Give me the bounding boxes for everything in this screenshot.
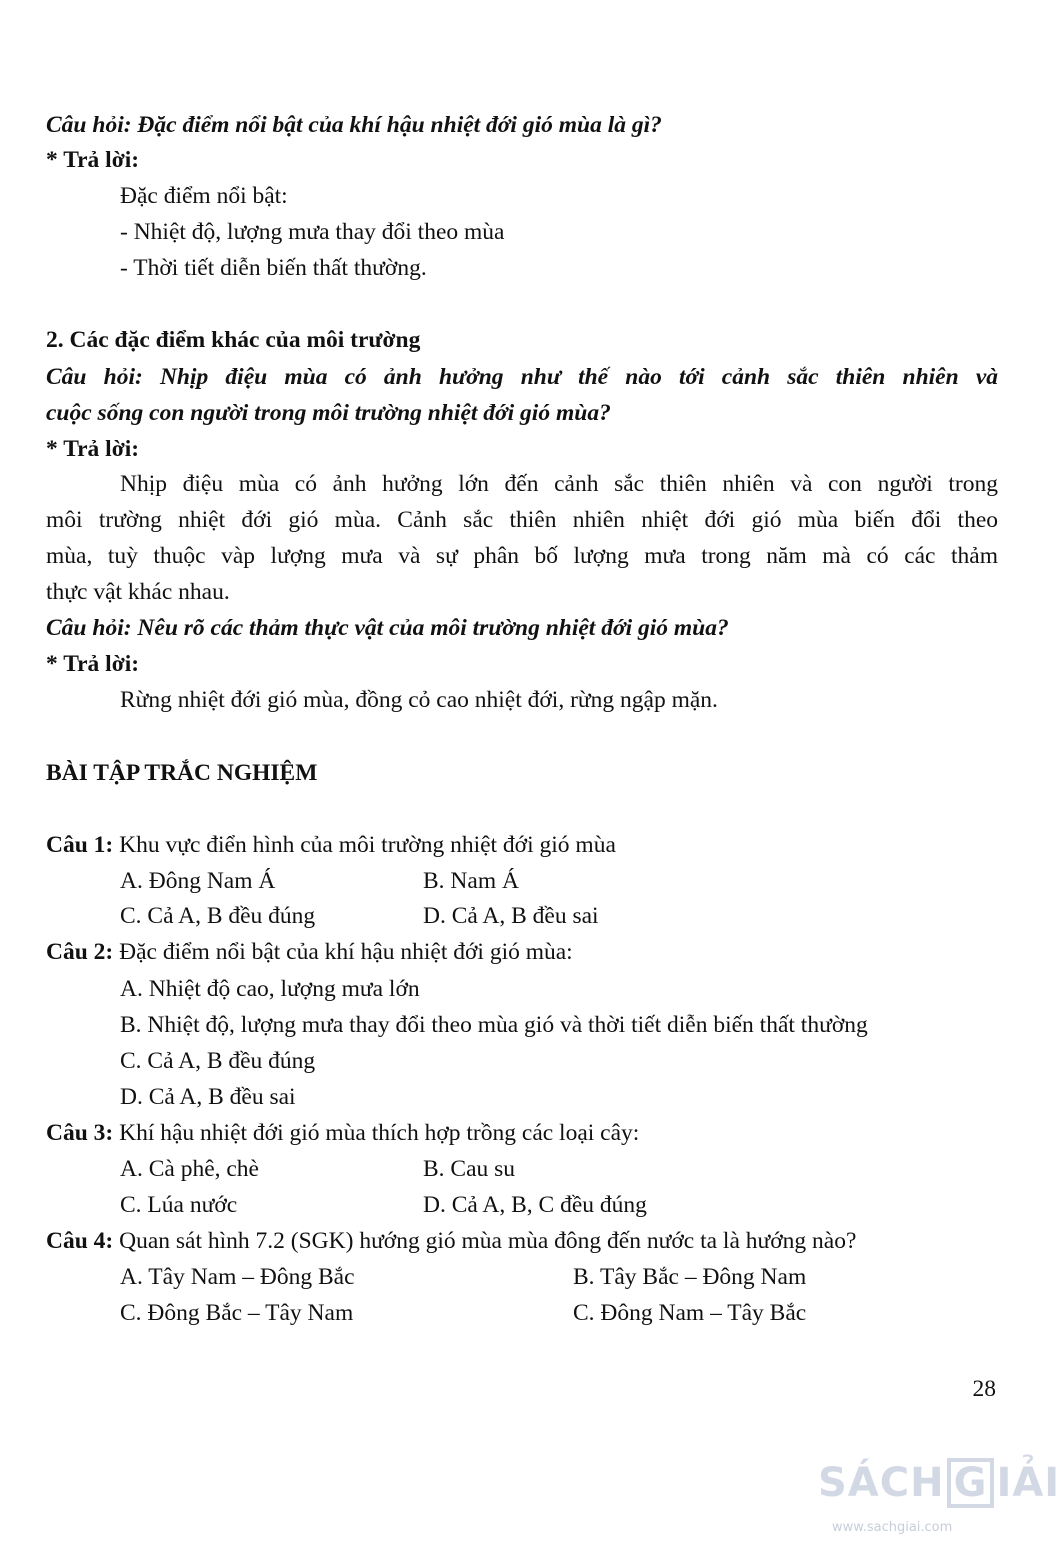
option-c: C. Cả A, B đều đúng xyxy=(120,1048,316,1074)
question-line: cuộc sống con người trong môi trường nhiệt đới gió mùa? xyxy=(46,400,611,426)
section-heading: 2. Các đặc điểm khác của môi trường xyxy=(46,327,421,353)
option-d: D. Cả A, B đều sai xyxy=(120,1084,296,1110)
question-text: Khí hậu nhiệt đới gió mùa thích hợp trồng các loại cây: xyxy=(113,1120,640,1146)
watermark-text-box: G xyxy=(947,1458,995,1508)
option-b: B. Cau su xyxy=(423,1156,516,1182)
quiz-question-3 xyxy=(46,1118,998,1148)
option-a: A. Đông Nam Á xyxy=(120,868,276,894)
option-d: C. Đông Nam – Tây Bắc xyxy=(573,1300,807,1326)
option-a: A. Cà phê, chè xyxy=(120,1156,259,1182)
watermark-text-left: SÁCH xyxy=(818,1460,945,1506)
answer-line: Nhịp điệu mùa có ảnh hưởng lớn đến cảnh sắc thiên nhiên và con người trong xyxy=(120,471,998,497)
watermark-text xyxy=(818,1458,1060,1508)
question-number: Câu 4: xyxy=(46,1228,114,1254)
quiz-question-1 xyxy=(46,830,998,860)
question-text: Quan sát hình 7.2 (SGK) hướng gió mùa mùa đông đến nước ta là hướng nào? xyxy=(113,1228,857,1254)
answer-line: mùa, tuỳ thuộc vàp lượng mưa và sự phân bố lượng mưa trong năm mà có các thảm xyxy=(46,543,998,569)
option-c: C. Cả A, B đều đúng xyxy=(120,903,316,929)
option-a: A. Nhiệt độ cao, lượng mưa lớn xyxy=(120,976,420,1002)
answer-line: Đặc điểm nổi bật: xyxy=(120,183,288,209)
answer-label: * Trả lời: xyxy=(46,651,140,677)
quiz-question-4 xyxy=(46,1226,998,1256)
question-number: Câu 2: xyxy=(46,939,114,965)
question-number: Câu 3: xyxy=(46,1120,114,1146)
quiz-heading: BÀI TẬP TRẮC NGHIỆM xyxy=(46,760,318,786)
watermark-url: www.sachgiai.com xyxy=(832,1520,953,1535)
quiz-question-2 xyxy=(46,937,998,967)
answer-line: - Nhiệt độ, lượng mưa thay đổi theo mùa xyxy=(120,219,505,245)
answer-line: Rừng nhiệt đới gió mùa, đồng cỏ cao nhiệt đới, rừng ngập mặn. xyxy=(120,687,718,713)
answer-label: * Trả lời: xyxy=(46,436,140,462)
page-number: 28 xyxy=(972,1376,996,1402)
option-d: D. Cả A, B, C đều đúng xyxy=(423,1192,647,1218)
option-c: C. Lúa nước xyxy=(120,1192,238,1218)
option-b: B. Tây Bắc – Đông Nam xyxy=(573,1264,807,1290)
watermark-logo xyxy=(818,1456,1060,1548)
answer-line: - Thời tiết diễn biến thất thường. xyxy=(120,255,427,281)
option-a: A. Tây Nam – Đông Bắc xyxy=(120,1264,355,1290)
option-b: B. Nam Á xyxy=(423,868,519,894)
answer-line: thực vật khác nhau. xyxy=(46,579,230,605)
option-c: C. Đông Bắc – Tây Nam xyxy=(120,1300,354,1326)
answer-label: * Trả lời: xyxy=(46,147,140,173)
question-text: Đặc điểm nổi bật của khí hậu nhiệt đới gió mùa: xyxy=(113,939,573,965)
question-climate-features: Câu hỏi: Đặc điểm nổi bật của khí hậu nhiệt đới gió mùa là gì? xyxy=(46,112,662,138)
question-line: Câu hỏi: Nhịp điệu mùa có ảnh hưởng như thế nào tới cảnh sắc thiên nhiên và xyxy=(46,364,998,390)
answer-line: môi trường nhiệt đới gió mùa. Cảnh sắc thiên nhiên nhiệt đới gió mùa biến đổi theo xyxy=(46,507,998,533)
question-vegetation: Câu hỏi: Nêu rõ các thảm thực vật của môi trường nhiệt đới gió mùa? xyxy=(46,615,729,641)
question-number: Câu 1: xyxy=(46,832,114,858)
options-row xyxy=(120,866,998,896)
watermark-text-right: IẢI xyxy=(996,1460,1060,1506)
option-b: B. Nhiệt độ, lượng mưa thay đổi theo mùa gió và thời tiết diễn biến thất thường xyxy=(120,1012,868,1038)
option-d: D. Cả A, B đều sai xyxy=(423,903,599,929)
question-text: Khu vực điển hình của môi trường nhiệt đới gió mùa xyxy=(113,832,616,858)
